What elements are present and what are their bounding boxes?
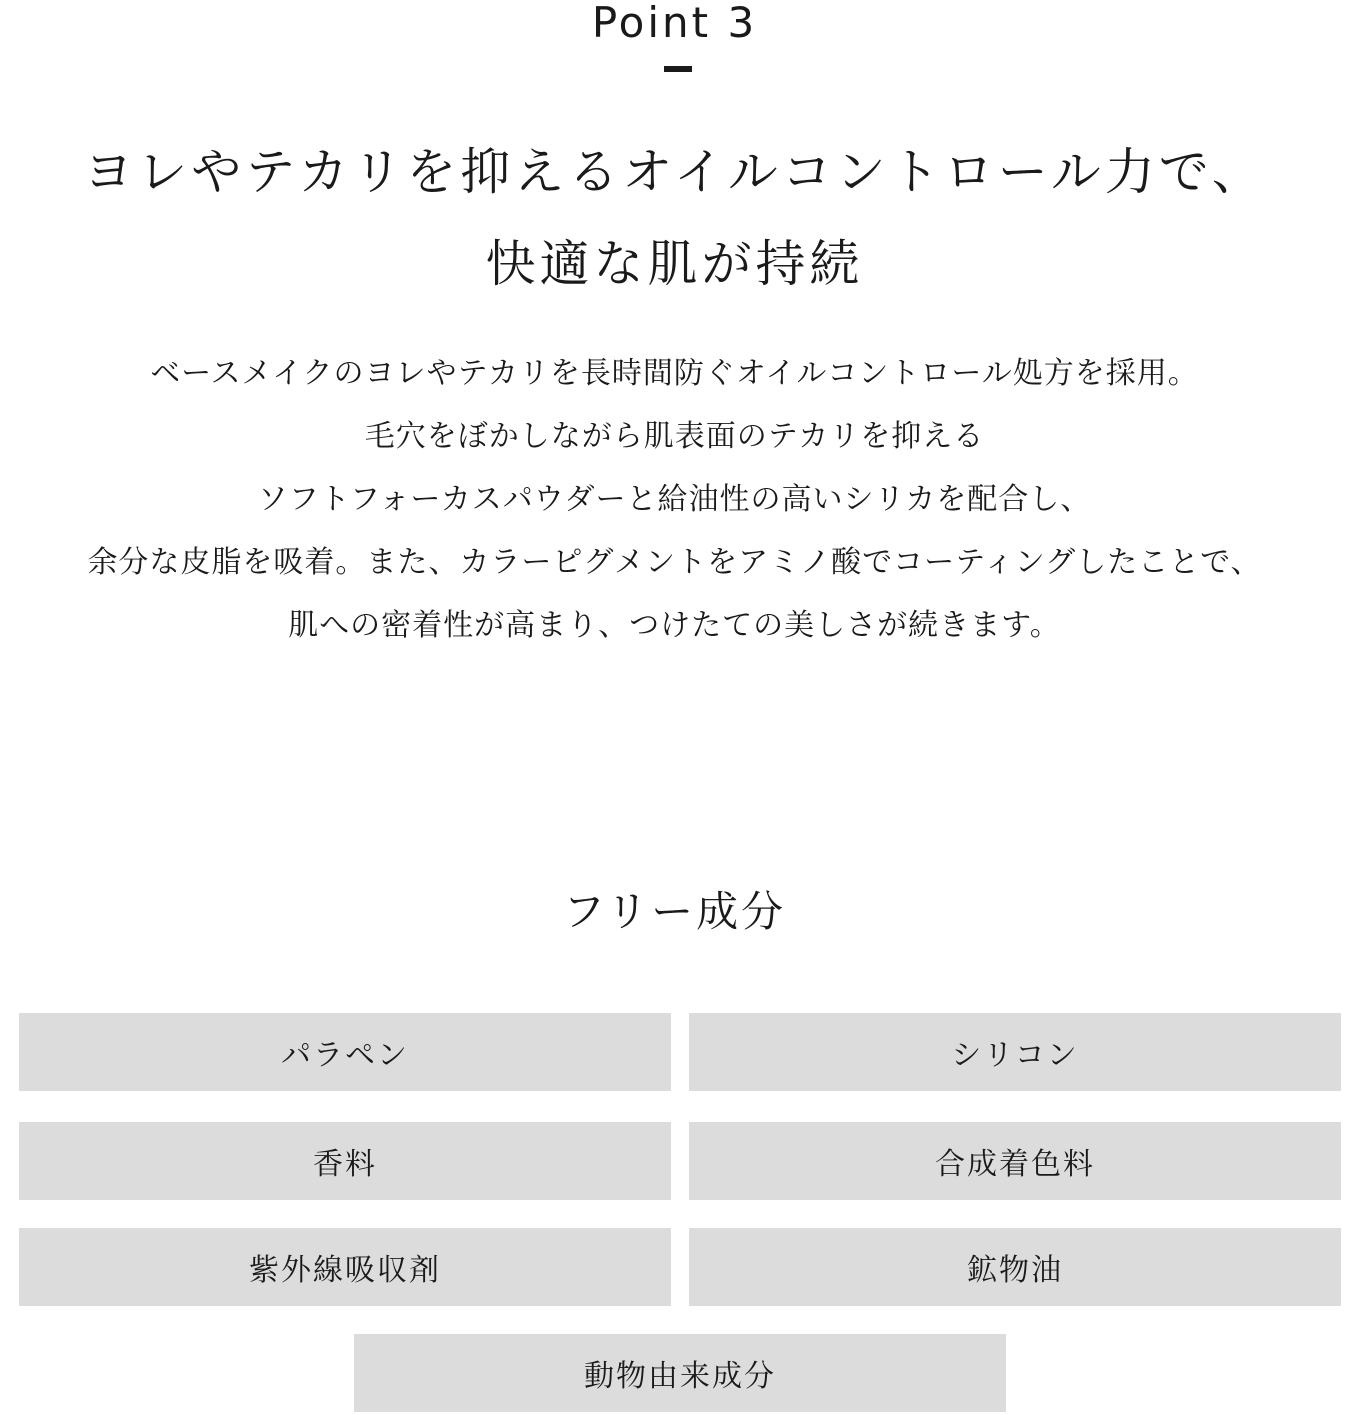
point-divider-dash (664, 66, 692, 72)
free-item-animal-derived: 動物由来成分 (354, 1334, 1006, 1412)
free-item-uv-absorber: 紫外線吸収剤 (19, 1228, 671, 1306)
description-line-5: 肌への密着性が高まり、つけたての美しさが続きます。 (288, 608, 1061, 643)
headline-line-1: ヨレやテカリを抑えるオイルコントロール力で、 (83, 143, 1266, 201)
free-ingredients-title: フリー成分 (562, 887, 787, 936)
point-label: Point 3 (591, 0, 758, 47)
headline-line-2: 快適な肌が持続 (485, 235, 864, 293)
description-line-3: ソフトフォーカスパウダーと給油性の高いシリカを配合し、 (257, 482, 1092, 517)
description-line-1: ベースメイクのヨレやテカリを長時間防ぐオイルコントロール処方を採用。 (150, 356, 1199, 391)
free-item-paraben: パラペン (19, 1013, 671, 1091)
description (0, 342, 1349, 657)
free-item-fragrance: 香料 (19, 1122, 671, 1200)
headline (0, 126, 1349, 310)
free-item-synthetic-colorant: 合成着色料 (689, 1122, 1341, 1200)
free-item-silicone: シリコン (689, 1013, 1341, 1091)
description-line-2: 毛穴をぼかしながら肌表面のテカリを抑える (364, 419, 985, 454)
description-line-4: 余分な皮脂を吸着。また、カラーピグメントをアミノ酸でコーティングしたことで、 (87, 545, 1262, 580)
free-item-mineral-oil: 鉱物油 (689, 1228, 1341, 1306)
